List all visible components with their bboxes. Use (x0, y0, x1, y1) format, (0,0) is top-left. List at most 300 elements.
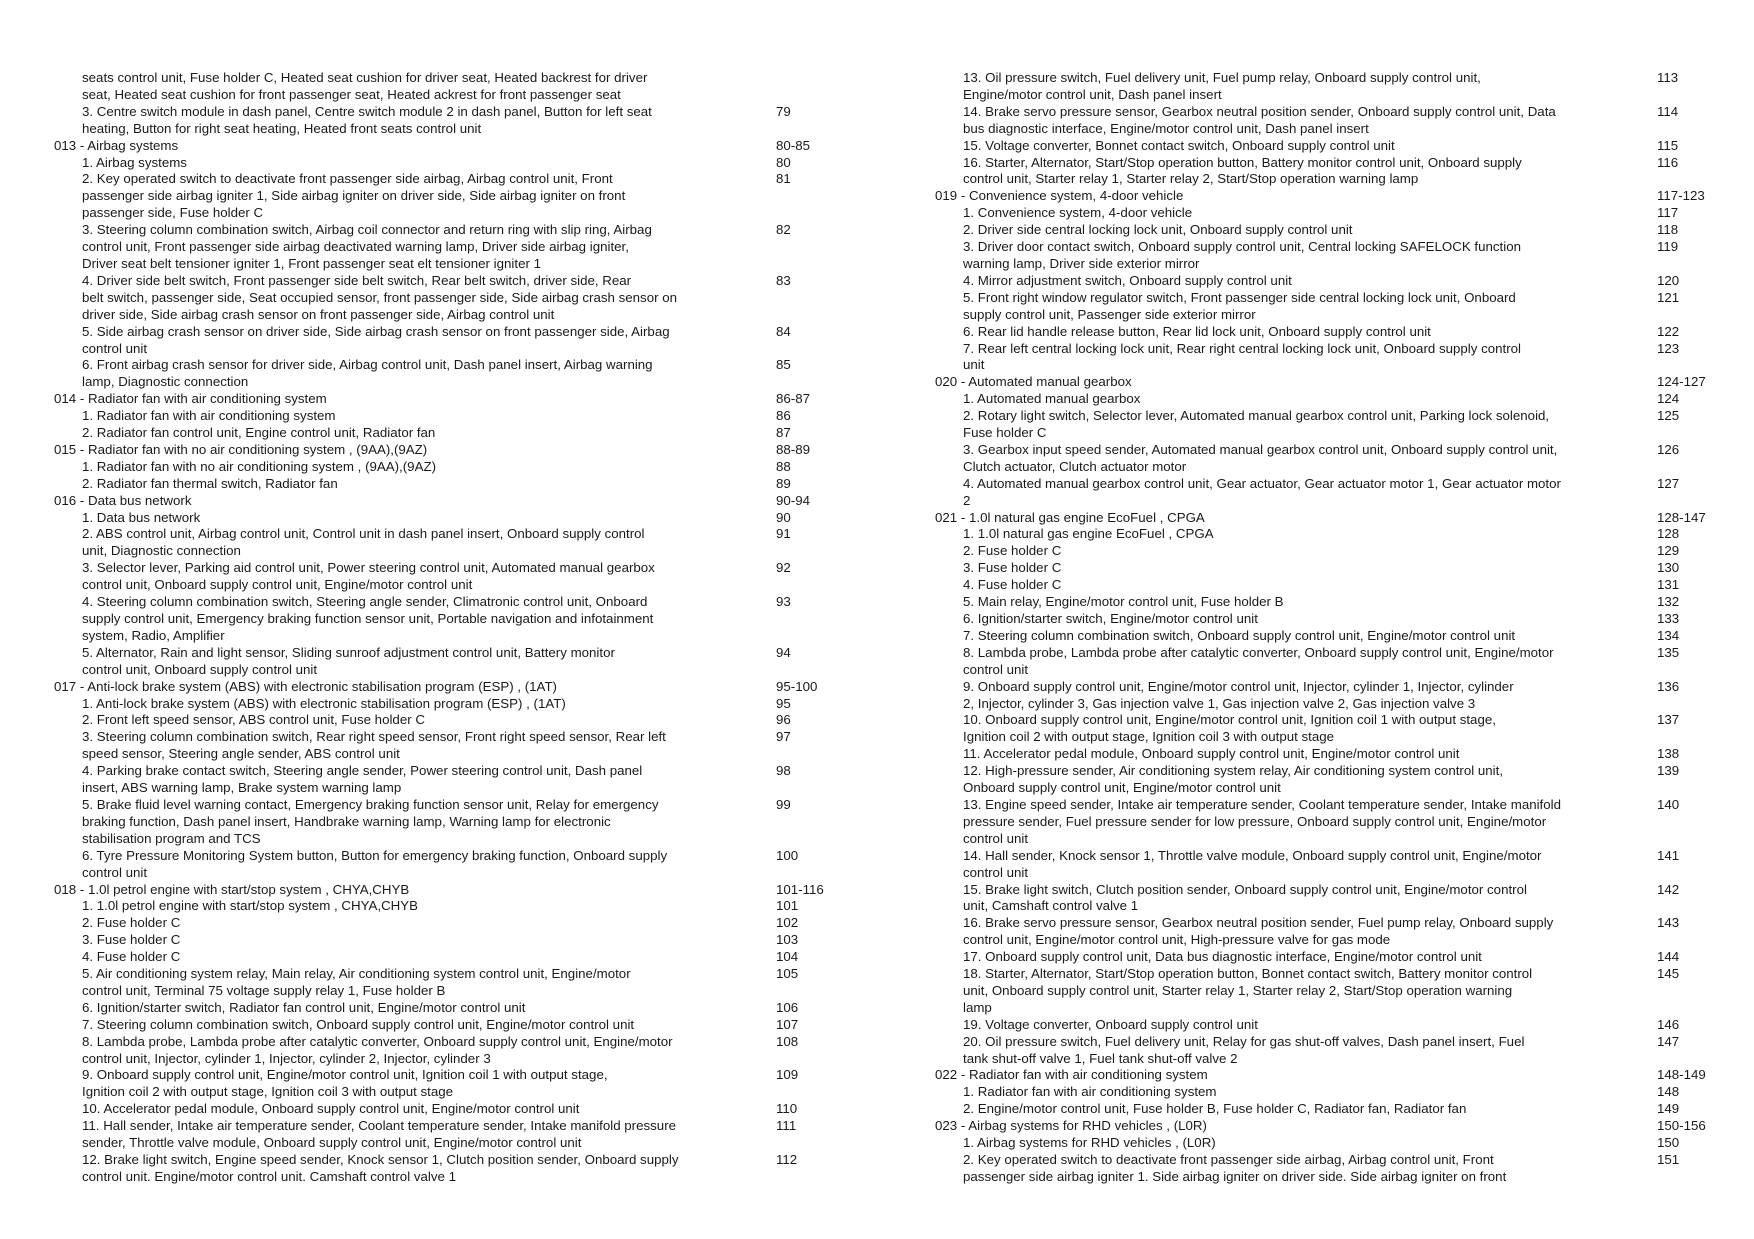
toc-entry-line: 8. Lambda probe, Lambda probe after catalytic converter, Onboard supply control unit, Engine/motor (963, 644, 1554, 660)
toc-entry-line: seats control unit, Fuse holder C, Heated seat cushion for driver seat, Heated backrest for driver (82, 70, 648, 85)
toc-entry-line: passenger side airbag igniter 1. Side airbag igniter on driver side. Side airbag igniter on front (963, 1168, 1507, 1184)
toc-entry-line: 16. Brake servo pressure sensor, Gearbox neutral position sender, Fuel pump relay, Onboard supply (963, 915, 1554, 931)
toc-page-number: 127 (1657, 475, 1680, 491)
toc-entry-line: 9. Onboard supply control unit, Engine/motor control unit, Injector, cylinder 1, Injector, cylinder (963, 678, 1514, 694)
toc-section-heading (54, 138, 864, 155)
toc-entry-text (54, 915, 864, 932)
toc-entry-line: 3. Driver door contact switch, Onboard supply control unit, Central locking SAFELOCK function (963, 239, 1521, 255)
toc-entry-text (54, 966, 864, 1000)
toc-entry-text (54, 1034, 864, 1068)
toc-item (54, 1017, 864, 1034)
toc-page-number: 111 (776, 1118, 797, 1134)
toc-item (935, 70, 1735, 104)
toc-page-number: 117 (1657, 205, 1679, 221)
toc-entry-line: unit, Onboard supply control unit, Starter relay 1, Starter relay 2, Start/Stop operation warning (963, 982, 1513, 998)
toc-item (935, 138, 1735, 155)
toc-entry-line: control unit (963, 661, 1029, 677)
toc-entry-text (54, 155, 864, 172)
toc-entry-text (935, 594, 1735, 611)
toc-entry-text (935, 70, 1735, 104)
toc-item (54, 560, 864, 594)
toc-item (935, 594, 1735, 611)
toc-entry-line: 6. Ignition/starter switch, Engine/motor control unit (963, 611, 1258, 626)
toc-page-number: 101-116 (776, 881, 824, 897)
toc-entry-line: 3. Centre switch module in dash panel, Centre switch module 2 in dash panel, Button for left seat (82, 103, 652, 119)
toc-item (54, 763, 864, 797)
toc-page-number: 149 (1657, 1101, 1680, 1117)
toc-page-number: 142 (1657, 881, 1680, 897)
toc-entry-line: 2. Key operated switch to deactivate front passenger side airbag, Airbag control unit, Front (963, 1152, 1494, 1167)
toc-entry-text (935, 205, 1735, 222)
toc-item (54, 729, 864, 763)
toc-entry-text (54, 104, 864, 138)
toc-item (54, 273, 864, 324)
toc-item (935, 290, 1735, 324)
toc-item (935, 1034, 1735, 1068)
toc-item (935, 341, 1735, 375)
toc-entry-line: 2, Injector, cylinder 3, Gas injection valve 1, Gas injection valve 2, Gas injection valve 3 (963, 695, 1476, 711)
toc-entry-line: 3. Fuse holder C (963, 560, 1062, 576)
toc-entry-line: 18. Starter, Alternator, Start/Stop operation button, Bonnet contact switch, Battery monitor control (963, 966, 1533, 982)
toc-entry-line: 4. Fuse holder C (963, 577, 1062, 593)
toc-section-heading (935, 188, 1735, 205)
toc-entry-line: 13. Engine speed sender, Intake air temperature sender, Coolant temperature sender, Intake manifold (963, 796, 1561, 812)
toc-item (54, 594, 864, 645)
toc-page-number: 86-87 (776, 391, 811, 407)
toc-page-number: 92 (776, 560, 791, 576)
toc-entry-text (54, 763, 864, 797)
toc-entry-line: lamp (963, 999, 992, 1015)
toc-page-number: 90 (776, 509, 791, 525)
toc-entry-text (935, 712, 1735, 746)
toc-entry-text (935, 611, 1735, 628)
toc-entry-line: 17. Onboard supply control unit, Data bus diagnostic interface, Engine/motor control unit (963, 949, 1482, 965)
toc-entry-line: lamp, Diagnostic connection (82, 374, 249, 390)
toc-item (935, 526, 1735, 543)
toc-entry-text (54, 594, 864, 645)
toc-page-number: 144 (1657, 949, 1680, 965)
toc-page-number: 86 (776, 408, 791, 424)
toc-entry-line: Fuse holder C (963, 425, 1047, 441)
toc-section-heading (54, 679, 864, 696)
toc-entry-line: 2. Driver side central locking lock unit, Onboard supply control unit (963, 222, 1353, 238)
toc-entry-line: 2. Key operated switch to deactivate front passenger side airbag, Airbag control unit, Front (82, 171, 613, 187)
toc-entry-line: 3. Gearbox input speed sender, Automated manual gearbox control unit, Onboard supply control unit, (963, 441, 1558, 457)
toc-entry-line: 1. Data bus network (82, 509, 201, 525)
toc-entry-line: control unit, Onboard supply control unit (82, 661, 318, 677)
toc-item (54, 915, 864, 932)
toc-item (935, 712, 1735, 746)
toc-entry-line: Clutch actuator, Clutch actuator motor (963, 458, 1187, 474)
toc-item (935, 104, 1735, 138)
toc-entry-line: control unit, Terminal 75 voltage supply relay 1, Fuse holder B (82, 982, 446, 998)
toc-item (54, 222, 864, 273)
toc-page-number: 145 (1657, 966, 1680, 982)
toc-item (935, 205, 1735, 222)
toc-page-number: 135 (1657, 644, 1680, 660)
toc-item (54, 357, 864, 391)
toc-entry-text (54, 696, 864, 713)
toc-item (935, 560, 1735, 577)
toc-page-number: 132 (1657, 594, 1680, 610)
toc-item (935, 746, 1735, 763)
toc-page-number: 130 (1657, 560, 1680, 576)
toc-page-number: 134 (1657, 627, 1680, 643)
toc-entry-line: 2. Engine/motor control unit, Fuse holder B, Fuse holder C, Radiator fan, Radiator fan (963, 1101, 1467, 1117)
toc-page-number: 81 (776, 171, 791, 187)
toc-entry-line: 020 - Automated manual gearbox (935, 374, 1132, 390)
toc-entry-line: 1. Convenience system, 4-door vehicle (963, 205, 1193, 221)
toc-entry-line: 6. Rear lid handle release button, Rear lid lock unit, Onboard supply control unit (963, 323, 1431, 339)
toc-entry-text (54, 510, 864, 527)
toc-page-number: 90-94 (776, 492, 811, 508)
toc-entry-line: 2. Fuse holder C (963, 543, 1062, 559)
toc-entry-line: control unit, Starter relay 1, Starter relay 2, Start/Stop operation warning lamp (963, 171, 1419, 187)
toc-entry-line: 13. Oil pressure switch, Fuel delivery unit, Fuel pump relay, Onboard supply control unit, (963, 70, 1481, 85)
toc-entry-text (54, 70, 864, 104)
toc-entry-line: 7. Steering column combination switch, Onboard supply control unit, Engine/motor control unit (82, 1016, 635, 1032)
toc-item (935, 577, 1735, 594)
toc-entry-text (54, 898, 864, 915)
toc-item (54, 712, 864, 729)
toc-page-number: 133 (1657, 611, 1680, 626)
toc-entry-line: 4. Automated manual gearbox control unit, Gear actuator, Gear actuator motor 1, Gear actuator motor (963, 475, 1561, 491)
toc-entry-line: 5. Brake fluid level warning contact, Emergency braking function sensor unit, Relay for emergency (82, 796, 659, 812)
toc-page-number: 116 (1657, 154, 1679, 170)
toc-page-number: 150 (1657, 1135, 1680, 1151)
toc-page-number: 106 (776, 999, 799, 1015)
toc-entry-line: 2. Front left speed sensor, ABS control unit, Fuse holder C (82, 712, 425, 728)
toc-page-number: 84 (776, 323, 791, 339)
toc-entry-line: 2. Fuse holder C (82, 915, 181, 931)
toc-right-column (935, 70, 1735, 1186)
toc-page-number: 103 (776, 932, 799, 948)
toc-page-number: 98 (776, 763, 791, 779)
toc-entry-text (935, 797, 1735, 848)
toc-page-number: 124-127 (1657, 374, 1706, 390)
toc-section-heading (54, 882, 864, 899)
toc-section-heading (935, 1118, 1735, 1135)
toc-entry-text (935, 324, 1735, 341)
toc-page-number: 101 (776, 898, 799, 914)
toc-entry-line: 10. Onboard supply control unit, Engine/motor control unit, Ignition coil 1 with output stage, (963, 712, 1496, 728)
toc-entry-line: supply control unit, Emergency braking function sensor unit, Portable navigation and infotainment (82, 611, 654, 626)
toc-entry-line: Ignition coil 2 with output stage, Ignition coil 3 with output stage (963, 729, 1335, 745)
toc-entry-line: Engine/motor control unit, Dash panel insert (963, 86, 1222, 102)
toc-entry-line: control unit (963, 864, 1029, 880)
toc-entry-text (935, 104, 1735, 138)
toc-page-number: 87 (776, 425, 791, 441)
toc-page-number: 122 (1657, 323, 1680, 339)
toc-page-number: 80 (776, 154, 791, 170)
toc-page-number: 95-100 (776, 678, 818, 694)
toc-entry-text (935, 290, 1735, 324)
toc-entry-line: insert, ABS warning lamp, Brake system warning lamp (82, 780, 402, 796)
toc-entry-line: system, Radio, Amplifier (82, 627, 225, 643)
toc-item (935, 324, 1735, 341)
toc-page-number: 113 (1657, 70, 1679, 85)
toc-entry-text (935, 543, 1735, 560)
toc-page-number: 128 (1657, 526, 1680, 542)
toc-item (54, 797, 864, 848)
toc-entry-line: control unit (82, 864, 148, 880)
toc-item (935, 408, 1735, 442)
toc-item (54, 932, 864, 949)
toc-entry-text (935, 526, 1735, 543)
toc-entry-line: 11. Accelerator pedal module, Onboard supply control unit, Engine/motor control unit (963, 746, 1460, 762)
toc-page-number: 151 (1657, 1152, 1680, 1167)
toc-item (935, 239, 1735, 273)
toc-page-number: 128-147 (1657, 509, 1706, 525)
toc-page-number: 82 (776, 222, 791, 238)
toc-entry-line: speed sensor, Steering angle sender, ABS control unit (82, 746, 400, 762)
toc-entry-line: 2. Radiator fan thermal switch, Radiator fan (82, 475, 338, 491)
toc-page-number: 109 (776, 1067, 799, 1083)
toc-item (935, 949, 1735, 966)
toc-page-number: 115 (1657, 137, 1679, 153)
toc-entry-text (935, 273, 1735, 290)
toc-page-number: 88-89 (776, 441, 811, 457)
toc-entry-line: 023 - Airbag systems for RHD vehicles , (L0R) (935, 1118, 1207, 1134)
toc-entry-text (54, 1017, 864, 1034)
toc-entry-text (54, 138, 864, 155)
toc-item (935, 1152, 1735, 1186)
toc-item (54, 1152, 864, 1186)
toc-item (54, 696, 864, 713)
toc-item (935, 391, 1735, 408)
toc-entry-line: 6. Tyre Pressure Monitoring System button, Button for emergency braking function, Onboard supply (82, 847, 668, 863)
toc-entry-text (935, 442, 1735, 476)
toc-entry-line: 022 - Radiator fan with air conditioning system (935, 1067, 1208, 1083)
toc-item (935, 273, 1735, 290)
toc-page-number: 83 (776, 272, 791, 288)
toc-entry-line: 1. Automated manual gearbox (963, 391, 1141, 407)
toc-section-heading (935, 374, 1735, 391)
toc-page-number: 91 (776, 526, 791, 542)
toc-entry-text (54, 679, 864, 696)
toc-item (935, 763, 1735, 797)
toc-entry-line: 017 - Anti-lock brake system (ABS) with electronic stabilisation program (ESP) , (1AT) (54, 678, 557, 694)
toc-item (54, 898, 864, 915)
toc-entry-text (935, 374, 1735, 391)
toc-entry-text (935, 1084, 1735, 1101)
toc-entry-line: 1. Anti-lock brake system (ABS) with electronic stabilisation program (ESP) , (1AT) (82, 695, 566, 711)
toc-entry-line: 7. Steering column combination switch, Onboard supply control unit, Engine/motor control unit (963, 627, 1516, 643)
toc-entry-line: 4. Parking brake contact switch, Steering angle sender, Power steering control unit, Dash panel (82, 763, 643, 779)
toc-entry-text (54, 391, 864, 408)
toc-item (54, 155, 864, 172)
toc-entry-line: 8. Lambda probe, Lambda probe after catalytic converter, Onboard supply control unit, Engine/motor (82, 1033, 673, 1049)
toc-item (54, 171, 864, 222)
toc-entry-line: 6. Front airbag crash sensor for driver side, Airbag control unit, Dash panel insert, Airbag warning (82, 357, 653, 373)
toc-entry-line: 1. Airbag systems for RHD vehicles , (L0R) (963, 1135, 1216, 1151)
toc-entry-text (935, 1118, 1735, 1135)
toc-entry-line: unit, Diagnostic connection (82, 543, 241, 559)
toc-page-number: 85 (776, 357, 791, 373)
toc-entry-line: 2 (963, 492, 971, 508)
toc-page-number: 104 (776, 949, 799, 965)
toc-page-number: 120 (1657, 272, 1680, 288)
toc-section-heading (935, 1067, 1735, 1084)
toc-entry-text (935, 577, 1735, 594)
toc-entry-line: 2. ABS control unit, Airbag control unit, Control unit in dash panel insert, Onboard supply control (82, 526, 645, 542)
toc-entry-text (935, 1017, 1735, 1034)
toc-entry-line: 14. Brake servo pressure sensor, Gearbox neutral position sender, Onboard supply control unit, Data (963, 103, 1556, 119)
toc-entry-text (54, 1118, 864, 1152)
toc-item (935, 222, 1735, 239)
toc-entry-line: 016 - Data bus network (54, 492, 192, 508)
toc-page-number: 140 (1657, 796, 1680, 812)
toc-entry-text (935, 510, 1735, 527)
toc-entry-line: 5. Air conditioning system relay, Main relay, Air conditioning system control unit, Engine/motor (82, 966, 631, 982)
toc-page-number: 136 (1657, 678, 1680, 694)
toc-entry-line: 5. Front right window regulator switch, Front passenger side central locking lock unit, Onboard (963, 289, 1516, 305)
toc-entry-text (935, 560, 1735, 577)
toc-entry-line: 4. Steering column combination switch, Steering angle sender, Climatronic control unit, Onboard (82, 594, 648, 610)
toc-page-number: 97 (776, 729, 791, 745)
toc-entry-text (54, 171, 864, 222)
toc-page-number: 139 (1657, 763, 1680, 779)
toc-entry-line: Driver seat belt tensioner igniter 1, Front passenger seat elt tensioner igniter 1 (82, 255, 541, 271)
toc-entry-line: belt switch, passenger side, Seat occupied sensor, front passenger side, Side airbag crash sensor on (82, 289, 678, 305)
toc-entry-line: supply control unit, Passenger side exterior mirror (963, 306, 1256, 322)
toc-entry-line: 15. Voltage converter, Bonnet contact switch, Onboard supply control unit (963, 137, 1395, 153)
toc-entry-line: 12. High-pressure sender, Air conditioning system relay, Air conditioning system control unit, (963, 763, 1504, 779)
toc-entry-line: 3. Steering column combination switch, Airbag coil connector and return ring with slip ring, Airbag (82, 222, 652, 238)
toc-page-number: 119 (1657, 239, 1679, 255)
toc-entry-line: control unit, Injector, cylinder 1, Injector, cylinder 2, Injector, cylinder 3 (82, 1050, 491, 1066)
toc-entry-text (54, 425, 864, 442)
toc-item (54, 104, 864, 138)
toc-entry-text (54, 459, 864, 476)
toc-entry-line: 1. Airbag systems (82, 154, 187, 170)
toc-item (54, 70, 864, 104)
toc-entry-line: 4. Driver side belt switch, Front passenger side belt switch, Rear belt switch, driver side, Rear (82, 272, 632, 288)
toc-entry-line: stabilisation program and TCS (82, 830, 261, 846)
toc-entry-line: 4. Fuse holder C (82, 949, 181, 965)
toc-item (54, 1000, 864, 1017)
toc-entry-line: control unit, Front passenger side airbag deactivated warning lamp, Driver side airbag igniter, (82, 239, 629, 255)
toc-entry-text (935, 391, 1735, 408)
toc-entry-text (935, 949, 1735, 966)
toc-item (935, 1084, 1735, 1101)
toc-entry-line: heating, Button for right seat heating, Heated front seats control unit (82, 120, 482, 136)
toc-item (54, 949, 864, 966)
toc-entry-text (935, 1034, 1735, 1068)
toc-section-heading (54, 493, 864, 510)
toc-page-number: 126 (1657, 441, 1680, 457)
toc-entry-line: warning lamp, Driver side exterior mirror (963, 255, 1200, 271)
toc-entry-text (54, 222, 864, 273)
toc-page-number: 131 (1657, 577, 1680, 593)
toc-left-column (54, 70, 864, 1186)
toc-item (54, 324, 864, 358)
toc-entry-line: 1. 1.0l petrol engine with start/stop system , CHYA,CHYB (82, 898, 419, 914)
toc-page-number: 123 (1657, 340, 1680, 356)
toc-item (54, 408, 864, 425)
toc-entry-line: 14. Hall sender, Knock sensor 1, Throttle valve module, Onboard supply control unit, Engine/motor (963, 847, 1542, 863)
toc-entry-text (54, 526, 864, 560)
toc-entry-text (935, 222, 1735, 239)
toc-entry-line: 021 - 1.0l natural gas engine EcoFuel , CPGA (935, 509, 1205, 525)
toc-page-number: 138 (1657, 746, 1680, 762)
toc-entry-line: 5. Main relay, Engine/motor control unit, Fuse holder B (963, 594, 1284, 610)
toc-entry-text (935, 746, 1735, 763)
toc-item (54, 510, 864, 527)
toc-item (935, 679, 1735, 713)
toc-entry-text (54, 882, 864, 899)
toc-entry-line: 013 - Airbag systems (54, 137, 179, 153)
toc-entry-text (54, 357, 864, 391)
toc-page-number: 110 (776, 1101, 798, 1117)
toc-entry-line: unit (963, 357, 985, 373)
toc-item (935, 966, 1735, 1017)
toc-page-number: 143 (1657, 915, 1680, 931)
toc-entry-line: 3. Selector lever, Parking aid control unit, Power steering control unit, Automated manual gearbox (82, 560, 655, 576)
toc-item (935, 628, 1735, 645)
toc-entry-line: control unit, Engine/motor control unit, High-pressure valve for gas mode (963, 932, 1391, 948)
toc-entry-line: 3. Steering column combination switch, Rear right speed sensor, Front right speed sensor, Rear left (82, 729, 666, 745)
toc-page-number: 88 (776, 458, 791, 474)
toc-entry-line: seat, Heated seat cushion for front passenger seat, Heated ackrest for front passenger seat (82, 86, 621, 102)
toc-entry-text (935, 341, 1735, 375)
toc-entry-text (935, 645, 1735, 679)
toc-item (935, 155, 1735, 189)
toc-entry-text (935, 1135, 1735, 1152)
toc-page-number: 108 (776, 1033, 799, 1049)
toc-entry-line: control unit. Engine/motor control unit. Camshaft control valve 1 (82, 1168, 456, 1184)
toc-page-number: 100 (776, 847, 799, 863)
toc-page-number: 125 (1657, 408, 1680, 424)
toc-item (54, 1118, 864, 1152)
toc-page-number: 118 (1657, 222, 1679, 238)
toc-page-number: 148 (1657, 1084, 1680, 1100)
toc-entry-line: tank shut-off valve 1, Fuel tank shut-off valve 2 (963, 1050, 1238, 1066)
toc-item (935, 543, 1735, 560)
toc-item (935, 882, 1735, 916)
toc-entry-text (54, 1000, 864, 1017)
toc-section-heading (935, 510, 1735, 527)
toc-entry-line: control unit (963, 830, 1029, 846)
toc-entry-line: 16. Starter, Alternator, Start/Stop operation button, Battery monitor control unit, Onboard supply (963, 154, 1522, 170)
toc-item (54, 1034, 864, 1068)
toc-page-number: 107 (776, 1016, 799, 1032)
toc-entry-line: driver side, Side airbag crash sensor on front passenger side, Airbag control unit (82, 306, 555, 322)
toc-entry-text (54, 408, 864, 425)
toc-item (935, 1017, 1735, 1034)
toc-page-number: 147 (1657, 1033, 1680, 1049)
toc-section-heading (54, 442, 864, 459)
toc-item (54, 425, 864, 442)
toc-entry-line: sender, Throttle valve module, Onboard supply control unit, Engine/motor control unit (82, 1135, 582, 1151)
toc-item (54, 526, 864, 560)
toc-entry-text (935, 763, 1735, 797)
toc-page-number: 146 (1657, 1016, 1680, 1032)
toc-entry-text (54, 1067, 864, 1101)
toc-page-number: 89 (776, 475, 791, 491)
toc-entry-line: control unit (82, 340, 148, 356)
toc-item (54, 966, 864, 1000)
toc-entry-text (935, 628, 1735, 645)
toc-page-number: 96 (776, 712, 791, 728)
toc-entry-line: 15. Brake light switch, Clutch position sender, Onboard supply control unit, Engine/motor control (963, 881, 1527, 897)
toc-item (935, 611, 1735, 628)
toc-entry-line: 5. Alternator, Rain and light sensor, Sliding sunroof adjustment control unit, Battery monitor (82, 644, 615, 660)
toc-item (935, 476, 1735, 510)
toc-entry-line: Onboard supply control unit, Engine/motor control unit (963, 780, 1281, 796)
toc-entry-text (54, 442, 864, 459)
toc-entry-line: control unit, Onboard supply control unit, Engine/motor control unit (82, 577, 473, 593)
